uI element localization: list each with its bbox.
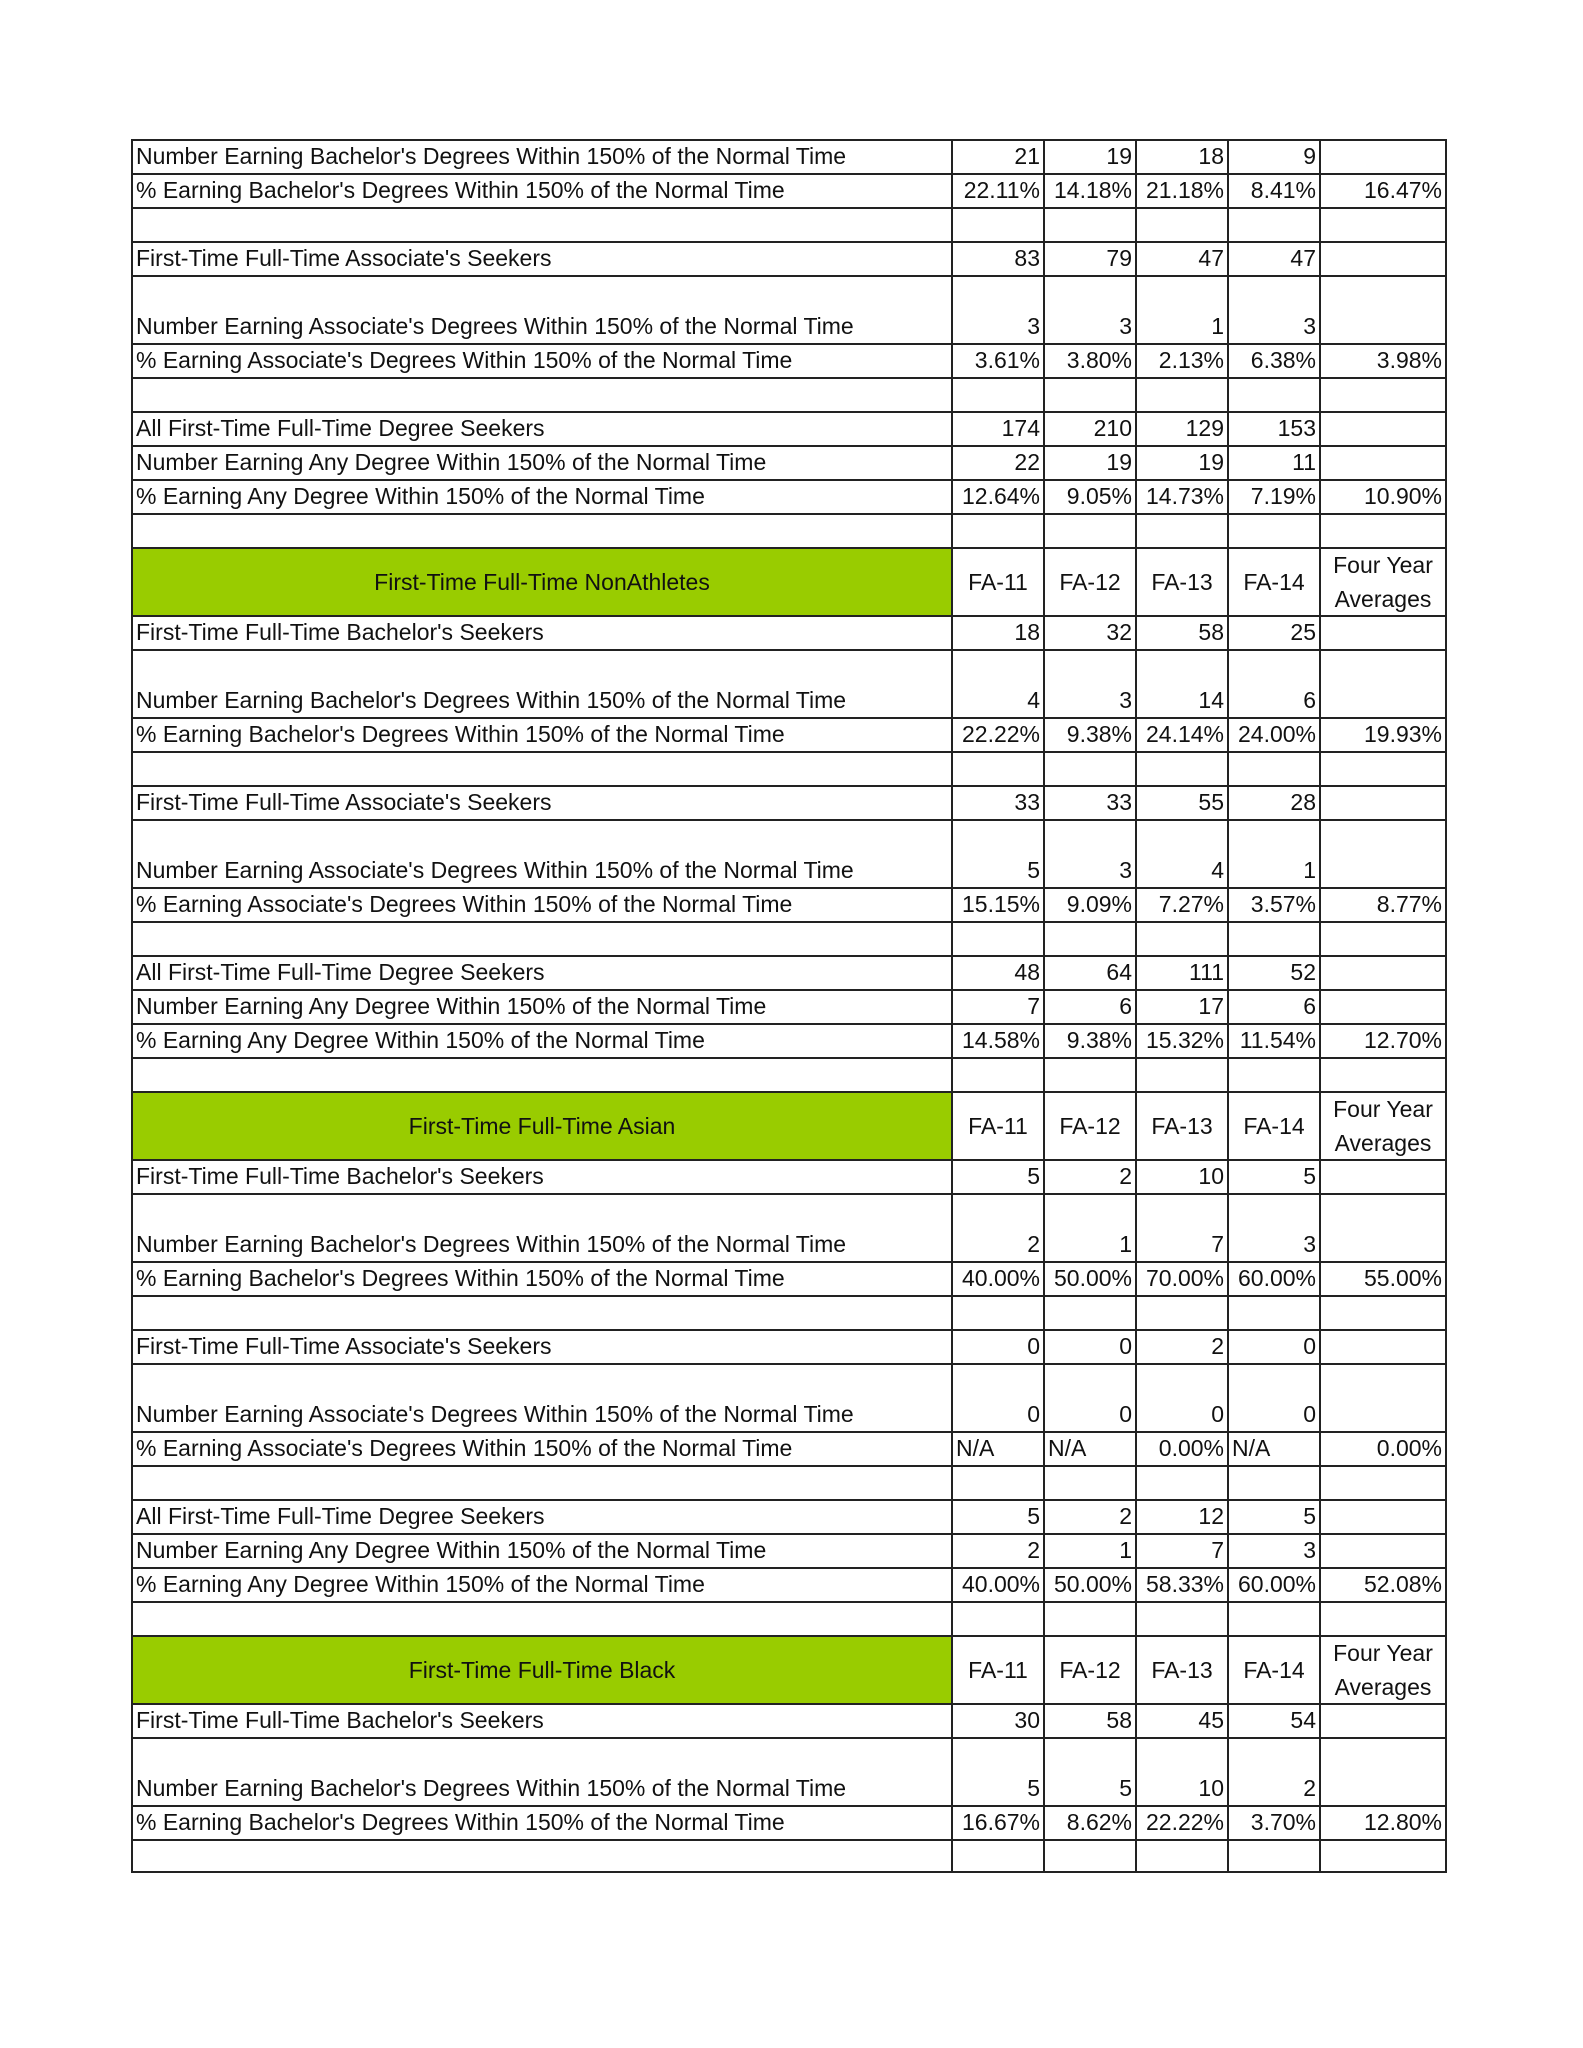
value-cell: 174 <box>951 413 1043 445</box>
table-row <box>131 1805 1447 1839</box>
value-cell: 14.73% <box>1135 481 1227 513</box>
value-cell: 0 <box>1135 1365 1227 1431</box>
row-label: Number Earning Associate's Degrees Within 150% of the Normal Time <box>131 821 951 887</box>
average-cell: 0.00% <box>1319 1433 1447 1465</box>
row-label: % Earning Associate's Degrees Within 150% of the Normal Time <box>131 889 951 921</box>
section-header-row <box>131 547 1447 615</box>
value-cell: 21.18% <box>1135 175 1227 207</box>
empty-cell <box>1135 209 1227 241</box>
value-cell: 0.00% <box>1135 1433 1227 1465</box>
column-header-averages: Four Year Averages <box>1319 1637 1447 1703</box>
empty-cell <box>1227 1059 1319 1091</box>
value-cell: 15.32% <box>1135 1025 1227 1057</box>
empty-cell <box>1319 1467 1447 1499</box>
value-cell: 1 <box>1227 821 1319 887</box>
empty-cell <box>131 1297 951 1329</box>
average-cell <box>1319 141 1447 173</box>
average-cell: 19.93% <box>1319 719 1447 751</box>
empty-cell <box>1319 1603 1447 1635</box>
column-header: FA-13 <box>1135 1093 1227 1159</box>
value-cell: 83 <box>951 243 1043 275</box>
value-cell: 18 <box>951 617 1043 649</box>
empty-cell <box>131 515 951 547</box>
column-header: FA-12 <box>1043 1093 1135 1159</box>
value-cell: 14 <box>1135 651 1227 717</box>
column-header: FA-12 <box>1043 1637 1135 1703</box>
value-cell: 1 <box>1043 1195 1135 1261</box>
average-cell <box>1319 413 1447 445</box>
value-cell: 9.38% <box>1043 1025 1135 1057</box>
value-cell: 22.22% <box>1135 1807 1227 1839</box>
value-cell: 1 <box>1043 1535 1135 1567</box>
value-cell: 4 <box>1135 821 1227 887</box>
empty-cell <box>1043 753 1135 785</box>
value-cell: 58.33% <box>1135 1569 1227 1601</box>
empty-cell <box>1319 379 1447 411</box>
value-cell: 64 <box>1043 957 1135 989</box>
table-row <box>131 615 1447 649</box>
blank-row <box>131 921 1447 955</box>
row-label: % Earning Bachelor's Degrees Within 150% of the Normal Time <box>131 175 951 207</box>
value-cell: 12 <box>1135 1501 1227 1533</box>
value-cell: 5 <box>1227 1501 1319 1533</box>
value-cell: 9.05% <box>1043 481 1135 513</box>
value-cell: 54 <box>1227 1705 1319 1737</box>
row-label: First-Time Full-Time Associate's Seekers <box>131 1331 951 1363</box>
blank-row <box>131 377 1447 411</box>
value-cell: 3 <box>1227 1535 1319 1567</box>
empty-cell <box>1135 1467 1227 1499</box>
value-cell: 58 <box>1135 617 1227 649</box>
blank-row <box>131 1601 1447 1635</box>
table-row <box>131 1499 1447 1533</box>
row-label: % Earning Bachelor's Degrees Within 150% of the Normal Time <box>131 1807 951 1839</box>
row-label: First-Time Full-Time Bachelor's Seekers <box>131 1705 951 1737</box>
average-cell: 16.47% <box>1319 175 1447 207</box>
row-label: Number Earning Bachelor's Degrees Within 150% of the Normal Time <box>131 1739 951 1805</box>
empty-cell <box>1319 209 1447 241</box>
empty-cell <box>131 923 951 955</box>
table-row <box>131 717 1447 751</box>
value-cell: 3.70% <box>1227 1807 1319 1839</box>
empty-cell <box>951 753 1043 785</box>
value-cell: 70.00% <box>1135 1263 1227 1295</box>
value-cell: 210 <box>1043 413 1135 445</box>
value-cell: 5 <box>951 1739 1043 1805</box>
value-cell: 0 <box>1227 1331 1319 1363</box>
table-row <box>131 343 1447 377</box>
value-cell: 19 <box>1043 447 1135 479</box>
table-row <box>131 1567 1447 1601</box>
average-cell <box>1319 617 1447 649</box>
value-cell: 3 <box>1227 277 1319 343</box>
empty-cell <box>131 753 951 785</box>
average-cell <box>1319 1705 1447 1737</box>
empty-cell <box>131 1603 951 1635</box>
average-cell <box>1319 447 1447 479</box>
value-cell: 5 <box>951 1161 1043 1193</box>
value-cell: 7.19% <box>1227 481 1319 513</box>
row-label: All First-Time Full-Time Degree Seekers <box>131 413 951 445</box>
empty-cell <box>1227 1467 1319 1499</box>
value-cell: 0 <box>1043 1331 1135 1363</box>
empty-cell <box>1135 1841 1227 1871</box>
value-cell: 50.00% <box>1043 1569 1135 1601</box>
value-cell: 2 <box>951 1535 1043 1567</box>
row-label: Number Earning Any Degree Within 150% of the Normal Time <box>131 447 951 479</box>
average-cell <box>1319 1365 1447 1431</box>
value-cell: 25 <box>1227 617 1319 649</box>
value-cell: 14.18% <box>1043 175 1135 207</box>
value-cell: 10 <box>1135 1739 1227 1805</box>
column-header: FA-11 <box>951 1637 1043 1703</box>
value-cell: 0 <box>951 1365 1043 1431</box>
section-title: First-Time Full-Time NonAthletes <box>131 549 951 615</box>
value-cell: 45 <box>1135 1705 1227 1737</box>
value-cell: 32 <box>1043 617 1135 649</box>
average-cell <box>1319 1535 1447 1567</box>
value-cell: 40.00% <box>951 1569 1043 1601</box>
value-cell: 18 <box>1135 141 1227 173</box>
empty-cell <box>131 379 951 411</box>
value-cell: 7 <box>951 991 1043 1023</box>
blank-row <box>131 751 1447 785</box>
average-cell <box>1319 1331 1447 1363</box>
row-label: Number Earning Associate's Degrees Within 150% of the Normal Time <box>131 1365 951 1431</box>
empty-cell <box>1043 923 1135 955</box>
average-cell <box>1319 651 1447 717</box>
empty-cell <box>1319 1059 1447 1091</box>
empty-cell <box>1043 209 1135 241</box>
empty-cell <box>131 209 951 241</box>
empty-cell <box>1135 923 1227 955</box>
empty-cell <box>1319 753 1447 785</box>
row-label: Number Earning Any Degree Within 150% of the Normal Time <box>131 991 951 1023</box>
value-cell: 153 <box>1227 413 1319 445</box>
value-cell: 30 <box>951 1705 1043 1737</box>
value-cell: 14.58% <box>951 1025 1043 1057</box>
column-header: FA-13 <box>1135 1637 1227 1703</box>
table-row <box>131 173 1447 207</box>
table-row <box>131 275 1447 343</box>
value-cell: 0 <box>951 1331 1043 1363</box>
average-cell <box>1319 991 1447 1023</box>
value-cell: 60.00% <box>1227 1569 1319 1601</box>
empty-cell <box>1043 1603 1135 1635</box>
table-row <box>131 1737 1447 1805</box>
table-row <box>131 241 1447 275</box>
empty-cell <box>1135 515 1227 547</box>
table-row <box>131 785 1447 819</box>
value-cell: 3 <box>1043 821 1135 887</box>
value-cell: 47 <box>1227 243 1319 275</box>
value-cell: 7 <box>1135 1195 1227 1261</box>
empty-cell <box>951 515 1043 547</box>
column-header: FA-11 <box>951 1093 1043 1159</box>
empty-cell <box>1043 515 1135 547</box>
empty-cell <box>951 1297 1043 1329</box>
empty-cell <box>1227 379 1319 411</box>
empty-cell <box>1043 1059 1135 1091</box>
value-cell: 6 <box>1043 991 1135 1023</box>
empty-cell <box>131 1059 951 1091</box>
column-header: FA-12 <box>1043 549 1135 615</box>
value-cell: 2 <box>951 1195 1043 1261</box>
row-label: % Earning Any Degree Within 150% of the Normal Time <box>131 1025 951 1057</box>
value-cell: 19 <box>1043 141 1135 173</box>
value-cell: 50.00% <box>1043 1263 1135 1295</box>
row-label: First-Time Full-Time Associate's Seekers <box>131 243 951 275</box>
value-cell: 3.61% <box>951 345 1043 377</box>
value-cell: 33 <box>951 787 1043 819</box>
empty-cell <box>131 1467 951 1499</box>
row-label: Number Earning Any Degree Within 150% of the Normal Time <box>131 1535 951 1567</box>
value-cell: 3 <box>1043 651 1135 717</box>
value-cell: 7.27% <box>1135 889 1227 921</box>
empty-cell <box>951 379 1043 411</box>
row-label: Number Earning Associate's Degrees Within 150% of the Normal Time <box>131 277 951 343</box>
row-label: % Earning Bachelor's Degrees Within 150% of the Normal Time <box>131 1263 951 1295</box>
column-header: FA-14 <box>1227 549 1319 615</box>
value-cell: 33 <box>1043 787 1135 819</box>
empty-cell <box>1135 1059 1227 1091</box>
empty-cell <box>951 1467 1043 1499</box>
value-cell: 9 <box>1227 141 1319 173</box>
empty-cell <box>1135 1297 1227 1329</box>
table-row <box>131 139 1447 173</box>
row-label: All First-Time Full-Time Degree Seekers <box>131 957 951 989</box>
blank-row <box>131 1057 1447 1091</box>
table-row <box>131 1363 1447 1431</box>
empty-cell <box>1135 379 1227 411</box>
row-label: % Earning Associate's Degrees Within 150% of the Normal Time <box>131 1433 951 1465</box>
value-cell: 11 <box>1227 447 1319 479</box>
average-cell <box>1319 277 1447 343</box>
row-label: First-Time Full-Time Bachelor's Seekers <box>131 1161 951 1193</box>
average-cell <box>1319 821 1447 887</box>
average-cell <box>1319 1739 1447 1805</box>
empty-cell <box>131 1841 951 1871</box>
value-cell: 17 <box>1135 991 1227 1023</box>
value-cell: 22.11% <box>951 175 1043 207</box>
value-cell: N/A <box>951 1433 1043 1465</box>
column-header: FA-11 <box>951 549 1043 615</box>
blank-row <box>131 207 1447 241</box>
average-cell: 3.98% <box>1319 345 1447 377</box>
table-row <box>131 1193 1447 1261</box>
row-label: First-Time Full-Time Associate's Seekers <box>131 787 951 819</box>
average-cell <box>1319 787 1447 819</box>
value-cell: 8.41% <box>1227 175 1319 207</box>
value-cell: 79 <box>1043 243 1135 275</box>
empty-cell <box>1043 1297 1135 1329</box>
empty-cell <box>1227 1603 1319 1635</box>
value-cell: 22.22% <box>951 719 1043 751</box>
value-cell: 5 <box>1043 1739 1135 1805</box>
value-cell: 2 <box>1135 1331 1227 1363</box>
section-title: First-Time Full-Time Black <box>131 1637 951 1703</box>
empty-cell <box>1319 1841 1447 1871</box>
value-cell: 0 <box>1227 1365 1319 1431</box>
empty-cell <box>951 923 1043 955</box>
column-header: FA-13 <box>1135 549 1227 615</box>
value-cell: 3 <box>1043 277 1135 343</box>
average-cell: 12.70% <box>1319 1025 1447 1057</box>
row-label: Number Earning Bachelor's Degrees Within 150% of the Normal Time <box>131 1195 951 1261</box>
table-row <box>131 649 1447 717</box>
blank-row <box>131 1839 1447 1873</box>
table-row <box>131 1533 1447 1567</box>
empty-cell <box>1227 753 1319 785</box>
value-cell: 0 <box>1043 1365 1135 1431</box>
empty-cell <box>1227 1297 1319 1329</box>
value-cell: 16.67% <box>951 1807 1043 1839</box>
value-cell: 5 <box>951 821 1043 887</box>
value-cell: 3 <box>1227 1195 1319 1261</box>
value-cell: 111 <box>1135 957 1227 989</box>
table-row <box>131 411 1447 445</box>
empty-cell <box>1135 753 1227 785</box>
value-cell: 22 <box>951 447 1043 479</box>
value-cell: 129 <box>1135 413 1227 445</box>
empty-cell <box>1227 923 1319 955</box>
value-cell: 5 <box>1227 1161 1319 1193</box>
value-cell: 5 <box>951 1501 1043 1533</box>
value-cell: 15.15% <box>951 889 1043 921</box>
value-cell: N/A <box>1227 1433 1319 1465</box>
value-cell: 47 <box>1135 243 1227 275</box>
row-label: % Earning Any Degree Within 150% of the Normal Time <box>131 1569 951 1601</box>
value-cell: 21 <box>951 141 1043 173</box>
average-cell: 52.08% <box>1319 1569 1447 1601</box>
value-cell: 2 <box>1043 1501 1135 1533</box>
table-row <box>131 1261 1447 1295</box>
spreadsheet-table <box>131 139 1447 1873</box>
empty-cell <box>951 1841 1043 1871</box>
value-cell: 6 <box>1227 991 1319 1023</box>
value-cell: 2 <box>1043 1161 1135 1193</box>
column-header: FA-14 <box>1227 1093 1319 1159</box>
value-cell: 4 <box>951 651 1043 717</box>
table-row <box>131 1023 1447 1057</box>
average-cell <box>1319 1195 1447 1261</box>
row-label: All First-Time Full-Time Degree Seekers <box>131 1501 951 1533</box>
row-label: Number Earning Bachelor's Degrees Within 150% of the Normal Time <box>131 651 951 717</box>
empty-cell <box>1135 1603 1227 1635</box>
row-label: First-Time Full-Time Bachelor's Seekers <box>131 617 951 649</box>
average-cell: 55.00% <box>1319 1263 1447 1295</box>
table-row <box>131 1329 1447 1363</box>
value-cell: 8.62% <box>1043 1807 1135 1839</box>
value-cell: 1 <box>1135 277 1227 343</box>
empty-cell <box>951 1603 1043 1635</box>
value-cell: 28 <box>1227 787 1319 819</box>
table-row <box>131 819 1447 887</box>
average-cell: 10.90% <box>1319 481 1447 513</box>
value-cell: 19 <box>1135 447 1227 479</box>
empty-cell <box>1319 1297 1447 1329</box>
value-cell: 11.54% <box>1227 1025 1319 1057</box>
table-row <box>131 989 1447 1023</box>
table-row <box>131 1703 1447 1737</box>
column-header-averages: Four Year Averages <box>1319 549 1447 615</box>
empty-cell <box>1227 209 1319 241</box>
section-header-row <box>131 1091 1447 1159</box>
average-cell: 12.80% <box>1319 1807 1447 1839</box>
empty-cell <box>951 1059 1043 1091</box>
column-header: FA-14 <box>1227 1637 1319 1703</box>
average-cell <box>1319 243 1447 275</box>
value-cell: 10 <box>1135 1161 1227 1193</box>
column-header-averages: Four Year Averages <box>1319 1093 1447 1159</box>
value-cell: 24.14% <box>1135 719 1227 751</box>
empty-cell <box>1227 515 1319 547</box>
value-cell: 48 <box>951 957 1043 989</box>
empty-cell <box>1227 1841 1319 1871</box>
value-cell: 2.13% <box>1135 345 1227 377</box>
table-row <box>131 1431 1447 1465</box>
blank-row <box>131 1465 1447 1499</box>
value-cell: 3.80% <box>1043 345 1135 377</box>
value-cell: 7 <box>1135 1535 1227 1567</box>
empty-cell <box>951 209 1043 241</box>
value-cell: 52 <box>1227 957 1319 989</box>
value-cell: 3.57% <box>1227 889 1319 921</box>
value-cell: 40.00% <box>951 1263 1043 1295</box>
empty-cell <box>1043 379 1135 411</box>
value-cell: 58 <box>1043 1705 1135 1737</box>
value-cell: 55 <box>1135 787 1227 819</box>
empty-cell <box>1043 1841 1135 1871</box>
row-label: % Earning Bachelor's Degrees Within 150% of the Normal Time <box>131 719 951 751</box>
average-cell <box>1319 1501 1447 1533</box>
value-cell: 24.00% <box>1227 719 1319 751</box>
empty-cell <box>1043 1467 1135 1499</box>
row-label: % Earning Any Degree Within 150% of the Normal Time <box>131 481 951 513</box>
blank-row <box>131 513 1447 547</box>
value-cell: 60.00% <box>1227 1263 1319 1295</box>
row-label: % Earning Associate's Degrees Within 150% of the Normal Time <box>131 345 951 377</box>
empty-cell <box>1319 515 1447 547</box>
value-cell: 3 <box>951 277 1043 343</box>
table-row <box>131 479 1447 513</box>
table-row <box>131 955 1447 989</box>
empty-cell <box>1319 923 1447 955</box>
average-cell <box>1319 1161 1447 1193</box>
table-row <box>131 445 1447 479</box>
table-row <box>131 887 1447 921</box>
section-title: First-Time Full-Time Asian <box>131 1093 951 1159</box>
row-label: Number Earning Bachelor's Degrees Within 150% of the Normal Time <box>131 141 951 173</box>
value-cell: 9.38% <box>1043 719 1135 751</box>
section-header-row <box>131 1635 1447 1703</box>
value-cell: N/A <box>1043 1433 1135 1465</box>
blank-row <box>131 1295 1447 1329</box>
value-cell: 6 <box>1227 651 1319 717</box>
value-cell: 6.38% <box>1227 345 1319 377</box>
table-row <box>131 1159 1447 1193</box>
average-cell: 8.77% <box>1319 889 1447 921</box>
value-cell: 2 <box>1227 1739 1319 1805</box>
value-cell: 9.09% <box>1043 889 1135 921</box>
average-cell <box>1319 957 1447 989</box>
value-cell: 12.64% <box>951 481 1043 513</box>
